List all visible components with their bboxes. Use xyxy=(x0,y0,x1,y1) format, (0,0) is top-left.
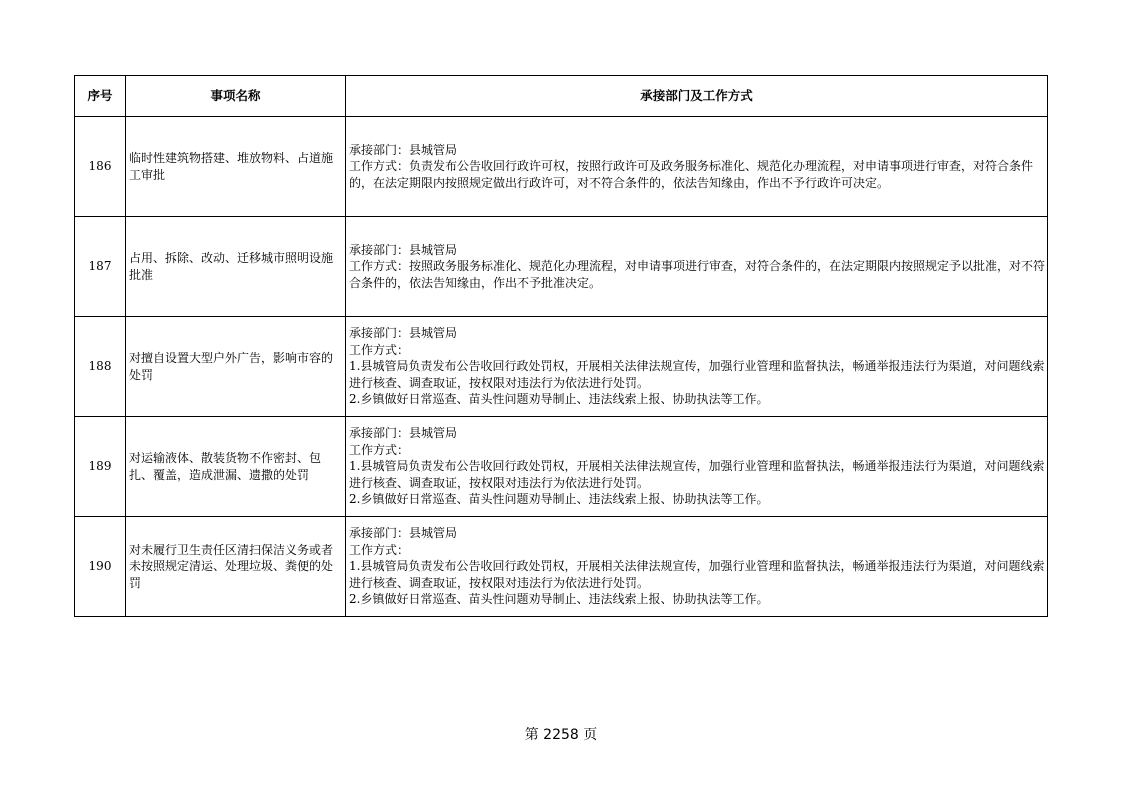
row-item-name: 对未履行卫生责任区清扫保洁义务或者未按照规定清运、处理垃圾、粪便的处罚 xyxy=(126,517,346,617)
desc-line: 工作方式： xyxy=(349,542,410,557)
table-row xyxy=(75,517,1048,617)
row-number: 188 xyxy=(75,317,126,417)
row-item-name: 对运输液体、散装货物不作密封、包扎、覆盖，造成泄漏、遗撒的处罚 xyxy=(126,417,346,517)
header-item-name: 事项名称 xyxy=(126,76,346,117)
desc-line: 工作方式： xyxy=(349,442,410,457)
desc-line: 2.乡镇做好日常巡查、苗头性问题劝导制止、违法线索上报、协助执法等工作。 xyxy=(349,392,769,407)
desc-line: 承接部门：县城管局 xyxy=(349,142,458,157)
table-row xyxy=(75,317,1048,417)
desc-line: 1.县城管局负责发布公告收回行政处罚权，开展相关法律法规宣传，加强行业管理和监督执法，畅通举报违法行为渠道，对问题线索进行核查、调查取证，按权限对违法行为依法进行处罚。 xyxy=(349,559,1045,590)
desc-line: 工作方式： xyxy=(349,342,410,357)
desc-line: 承接部门：县城管局 xyxy=(349,526,458,541)
desc-line: 2.乡镇做好日常巡查、苗头性问题劝导制止、违法线索上报、协助执法等工作。 xyxy=(349,492,769,507)
items-table xyxy=(74,75,1048,617)
desc-line: 1.县城管局负责发布公告收回行政处罚权，开展相关法律法规宣传，加强行业管理和监督执法，畅通举报违法行为渠道，对问题线索进行核查、调查取证，按权限对违法行为依法进行处罚。 xyxy=(349,359,1045,390)
desc-line: 工作方式：按照政务服务标准化、规范化办理流程，对申请事项进行审查，对符合条件的，在法定期限内按照规定予以批准，对不符合条件的，依法告知缘由，作出不予批准决定。 xyxy=(349,259,1046,290)
row-description xyxy=(346,517,1048,617)
row-item-name: 临时性建筑物搭建、堆放物料、占道施工审批 xyxy=(126,117,346,217)
table-row xyxy=(75,217,1048,317)
row-number: 187 xyxy=(75,217,126,317)
desc-line: 承接部门：县城管局 xyxy=(349,426,458,441)
row-description xyxy=(346,417,1048,517)
table-row xyxy=(75,417,1048,517)
table-header-row xyxy=(75,76,1048,117)
desc-line: 承接部门：县城管局 xyxy=(349,326,458,341)
desc-line: 承接部门：县城管局 xyxy=(349,242,458,257)
row-item-name: 占用、拆除、改动、迁移城市照明设施批准 xyxy=(126,217,346,317)
desc-line: 工作方式：负责发布公告收回行政许可权，按照行政许可及政务服务标准化、规范化办理流程，对申请事项进行审查，对符合条件的，在法定期限内按照规定做出行政许可，对不符合条件的，依法告知缘由，作出不予行政许可决定。 xyxy=(349,159,1034,190)
row-item-name: 对擅自设置大型户外广告，影响市容的处罚 xyxy=(126,317,346,417)
row-number: 190 xyxy=(75,517,126,617)
desc-line: 1.县城管局负责发布公告收回行政处罚权，开展相关法律法规宣传，加强行业管理和监督执法，畅通举报违法行为渠道，对问题线索进行核查、调查取证，按权限对违法行为依法进行处罚。 xyxy=(349,459,1045,490)
table-row xyxy=(75,117,1048,217)
page-number: 第 2258 页 xyxy=(524,727,598,743)
row-description xyxy=(346,217,1048,317)
row-description xyxy=(346,317,1048,417)
row-number: 186 xyxy=(75,117,126,217)
header-number: 序号 xyxy=(75,76,126,117)
desc-line: 2.乡镇做好日常巡查、苗头性问题劝导制止、违法线索上报、协助执法等工作。 xyxy=(349,592,769,607)
row-description xyxy=(346,117,1048,217)
header-department-method: 承接部门及工作方式 xyxy=(346,76,1048,117)
row-number: 189 xyxy=(75,417,126,517)
